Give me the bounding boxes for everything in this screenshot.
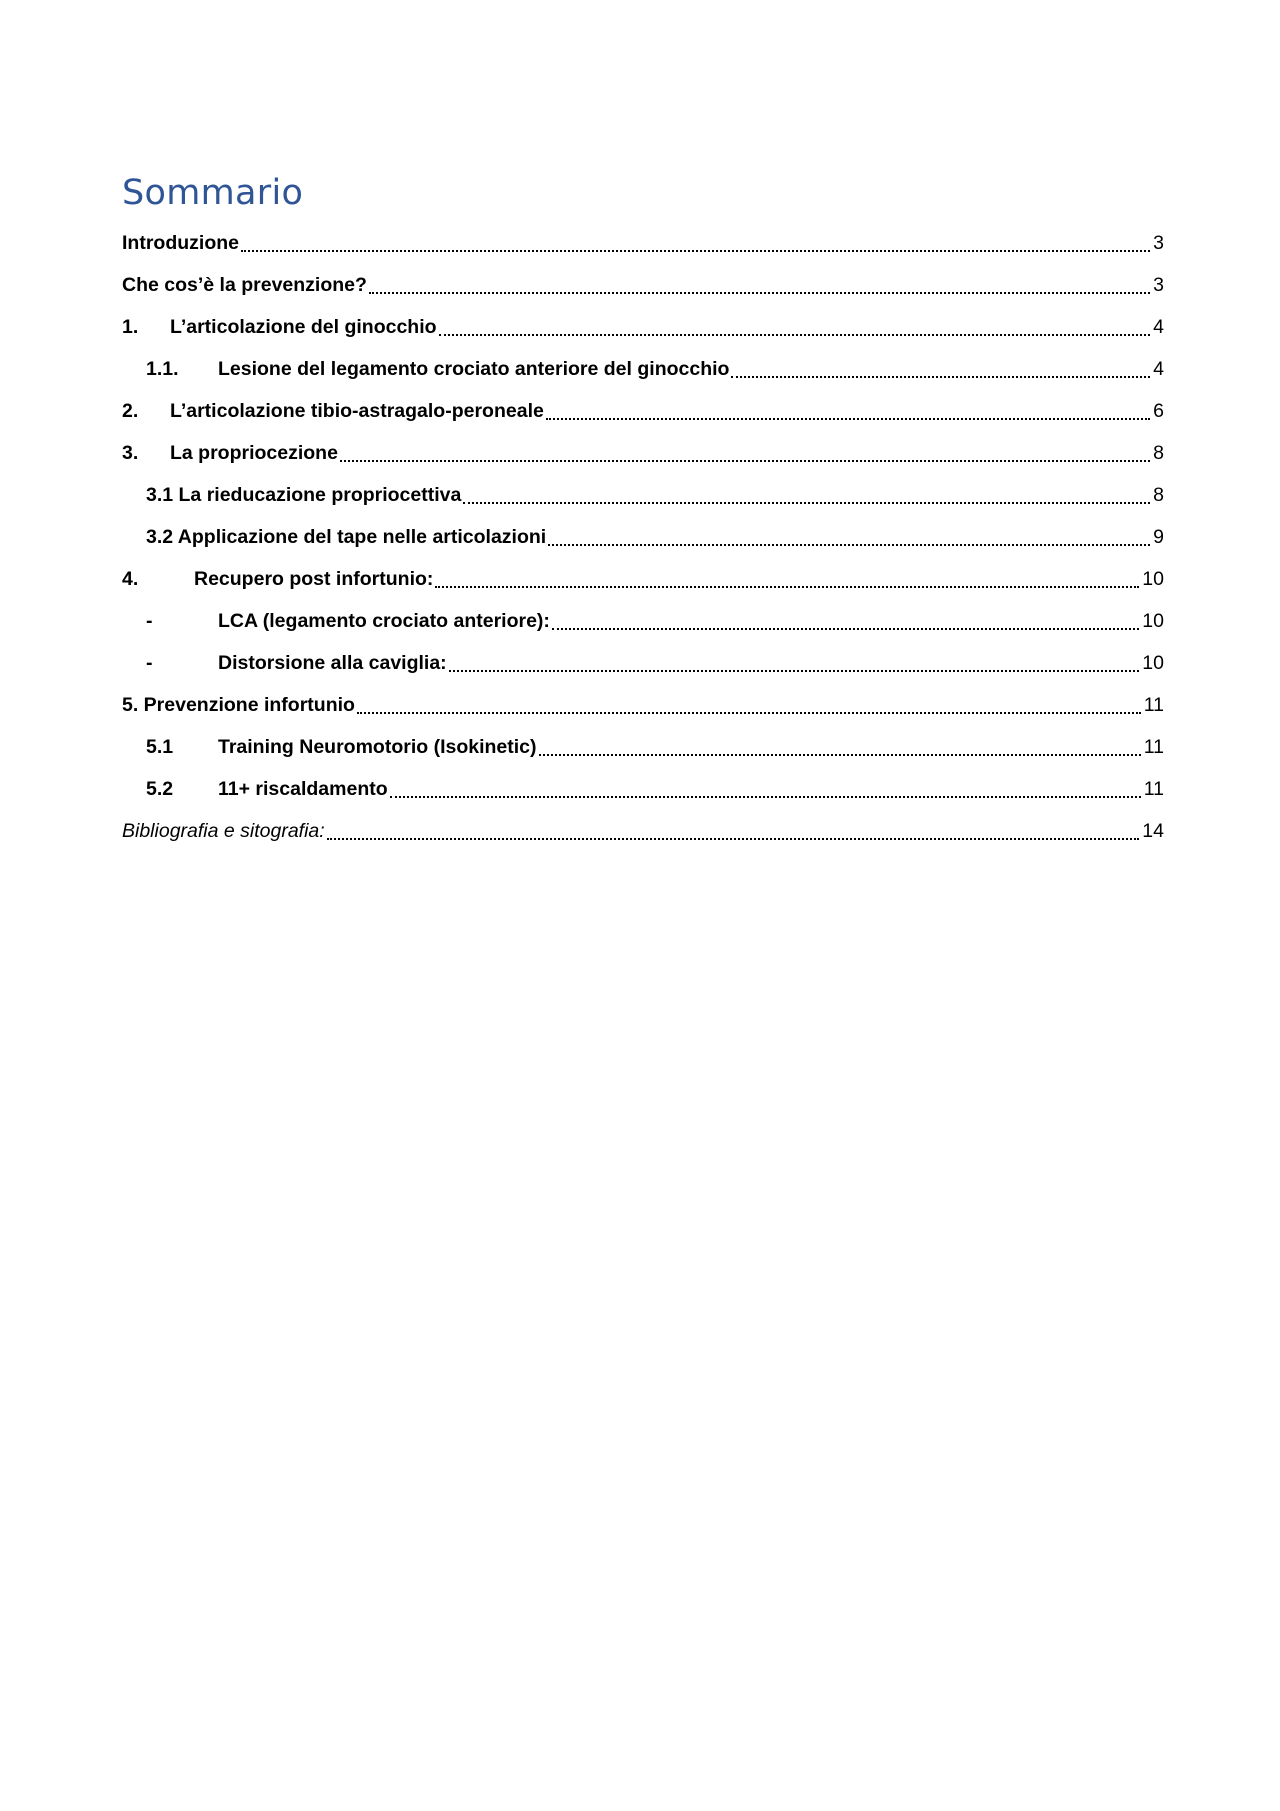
- toc-page-number: 10: [1142, 651, 1164, 674]
- toc-entry[interactable]: [122, 810, 1164, 852]
- toc-entry-label: Che cos’è la prevenzione?: [122, 273, 367, 296]
- toc-page-number: 4: [1153, 315, 1164, 338]
- toc-dot-leader: [340, 460, 1150, 462]
- toc-page-number: 11: [1143, 735, 1164, 758]
- toc-page-number: 8: [1153, 483, 1164, 506]
- toc-entry[interactable]: [122, 390, 1164, 432]
- toc-title: Sommario: [122, 173, 304, 213]
- toc-entry[interactable]: [122, 600, 1164, 642]
- toc-dot-leader: [390, 796, 1141, 798]
- toc-entry-label: 5. Prevenzione infortunio: [122, 693, 355, 716]
- toc-entry[interactable]: [122, 306, 1164, 348]
- toc-entry-label: 3.2 Applicazione del tape nelle articolazioni: [146, 525, 547, 548]
- toc-dot-leader: [241, 250, 1150, 252]
- toc-entry-label: Distorsione alla caviglia:: [218, 651, 447, 674]
- toc-dot-leader: [552, 628, 1139, 630]
- toc-entry-number: -: [146, 651, 153, 674]
- toc-entry[interactable]: [122, 516, 1164, 558]
- toc-entry-label: L’articolazione del ginocchio: [170, 315, 437, 338]
- toc-entry-label: 3.1 La rieducazione propriocettiva: [146, 483, 462, 506]
- toc-page-number: 10: [1142, 567, 1164, 590]
- toc-entry[interactable]: [122, 348, 1164, 390]
- toc-page-number: 3: [1153, 273, 1164, 296]
- toc-page-number: 4: [1153, 357, 1164, 380]
- toc-entry-label: Recupero post infortunio:: [194, 567, 434, 590]
- toc-dot-leader: [546, 418, 1150, 420]
- toc-entry-label: L’articolazione tibio-astragalo-peroneale: [170, 399, 544, 422]
- toc-dot-leader: [449, 670, 1140, 672]
- toc-entry[interactable]: [122, 558, 1164, 600]
- toc-dot-leader: [731, 376, 1150, 378]
- toc-entry-label: LCA (legamento crociato anteriore):: [218, 609, 550, 632]
- toc-entry-number: 3.: [122, 441, 139, 464]
- toc-dot-leader: [369, 292, 1150, 294]
- table-of-contents: [122, 222, 1164, 852]
- toc-entry-number: 5.2: [146, 777, 174, 800]
- toc-entry[interactable]: [122, 768, 1164, 810]
- toc-entry[interactable]: [122, 474, 1164, 516]
- toc-page-number: 10: [1142, 609, 1164, 632]
- toc-page-number: 9: [1153, 525, 1164, 548]
- toc-dot-leader: [357, 712, 1141, 714]
- toc-entry-number: 1.1.: [146, 357, 179, 380]
- toc-dot-leader: [327, 838, 1140, 840]
- toc-entry[interactable]: [122, 432, 1164, 474]
- toc-entry-label: 11+ riscaldamento: [218, 777, 388, 800]
- toc-entry-number: -: [146, 609, 153, 632]
- toc-dot-leader: [463, 502, 1150, 504]
- toc-dot-leader: [439, 334, 1151, 336]
- toc-entry-label: La propriocezione: [170, 441, 338, 464]
- toc-entry[interactable]: [122, 642, 1164, 684]
- toc-page-number: 14: [1142, 819, 1164, 842]
- toc-dot-leader: [548, 544, 1150, 546]
- toc-entry-label: Lesione del legamento crociato anteriore del ginocchio: [218, 357, 730, 380]
- toc-entry-number: 1.: [122, 315, 139, 338]
- toc-dot-leader: [435, 586, 1139, 588]
- toc-entry-number: 4.: [122, 567, 139, 590]
- toc-entry[interactable]: [122, 264, 1164, 306]
- toc-entry[interactable]: [122, 684, 1164, 726]
- toc-page-number: 6: [1153, 399, 1164, 422]
- toc-entry-label: Training Neuromotorio (Isokinetic): [218, 735, 537, 758]
- toc-entry[interactable]: [122, 726, 1164, 768]
- toc-page-number: 8: [1153, 441, 1164, 464]
- toc-entry-number: 2.: [122, 399, 139, 422]
- toc-entry-number: 5.1: [146, 735, 174, 758]
- toc-page-number: 11: [1143, 693, 1164, 716]
- toc-page-number: 3: [1153, 231, 1164, 254]
- toc-dot-leader: [539, 754, 1141, 756]
- toc-entry-label: Bibliografia e sitografia:: [122, 819, 325, 842]
- toc-entry-label: Introduzione: [122, 231, 239, 254]
- toc-page-number: 11: [1143, 777, 1164, 800]
- toc-entry[interactable]: [122, 222, 1164, 264]
